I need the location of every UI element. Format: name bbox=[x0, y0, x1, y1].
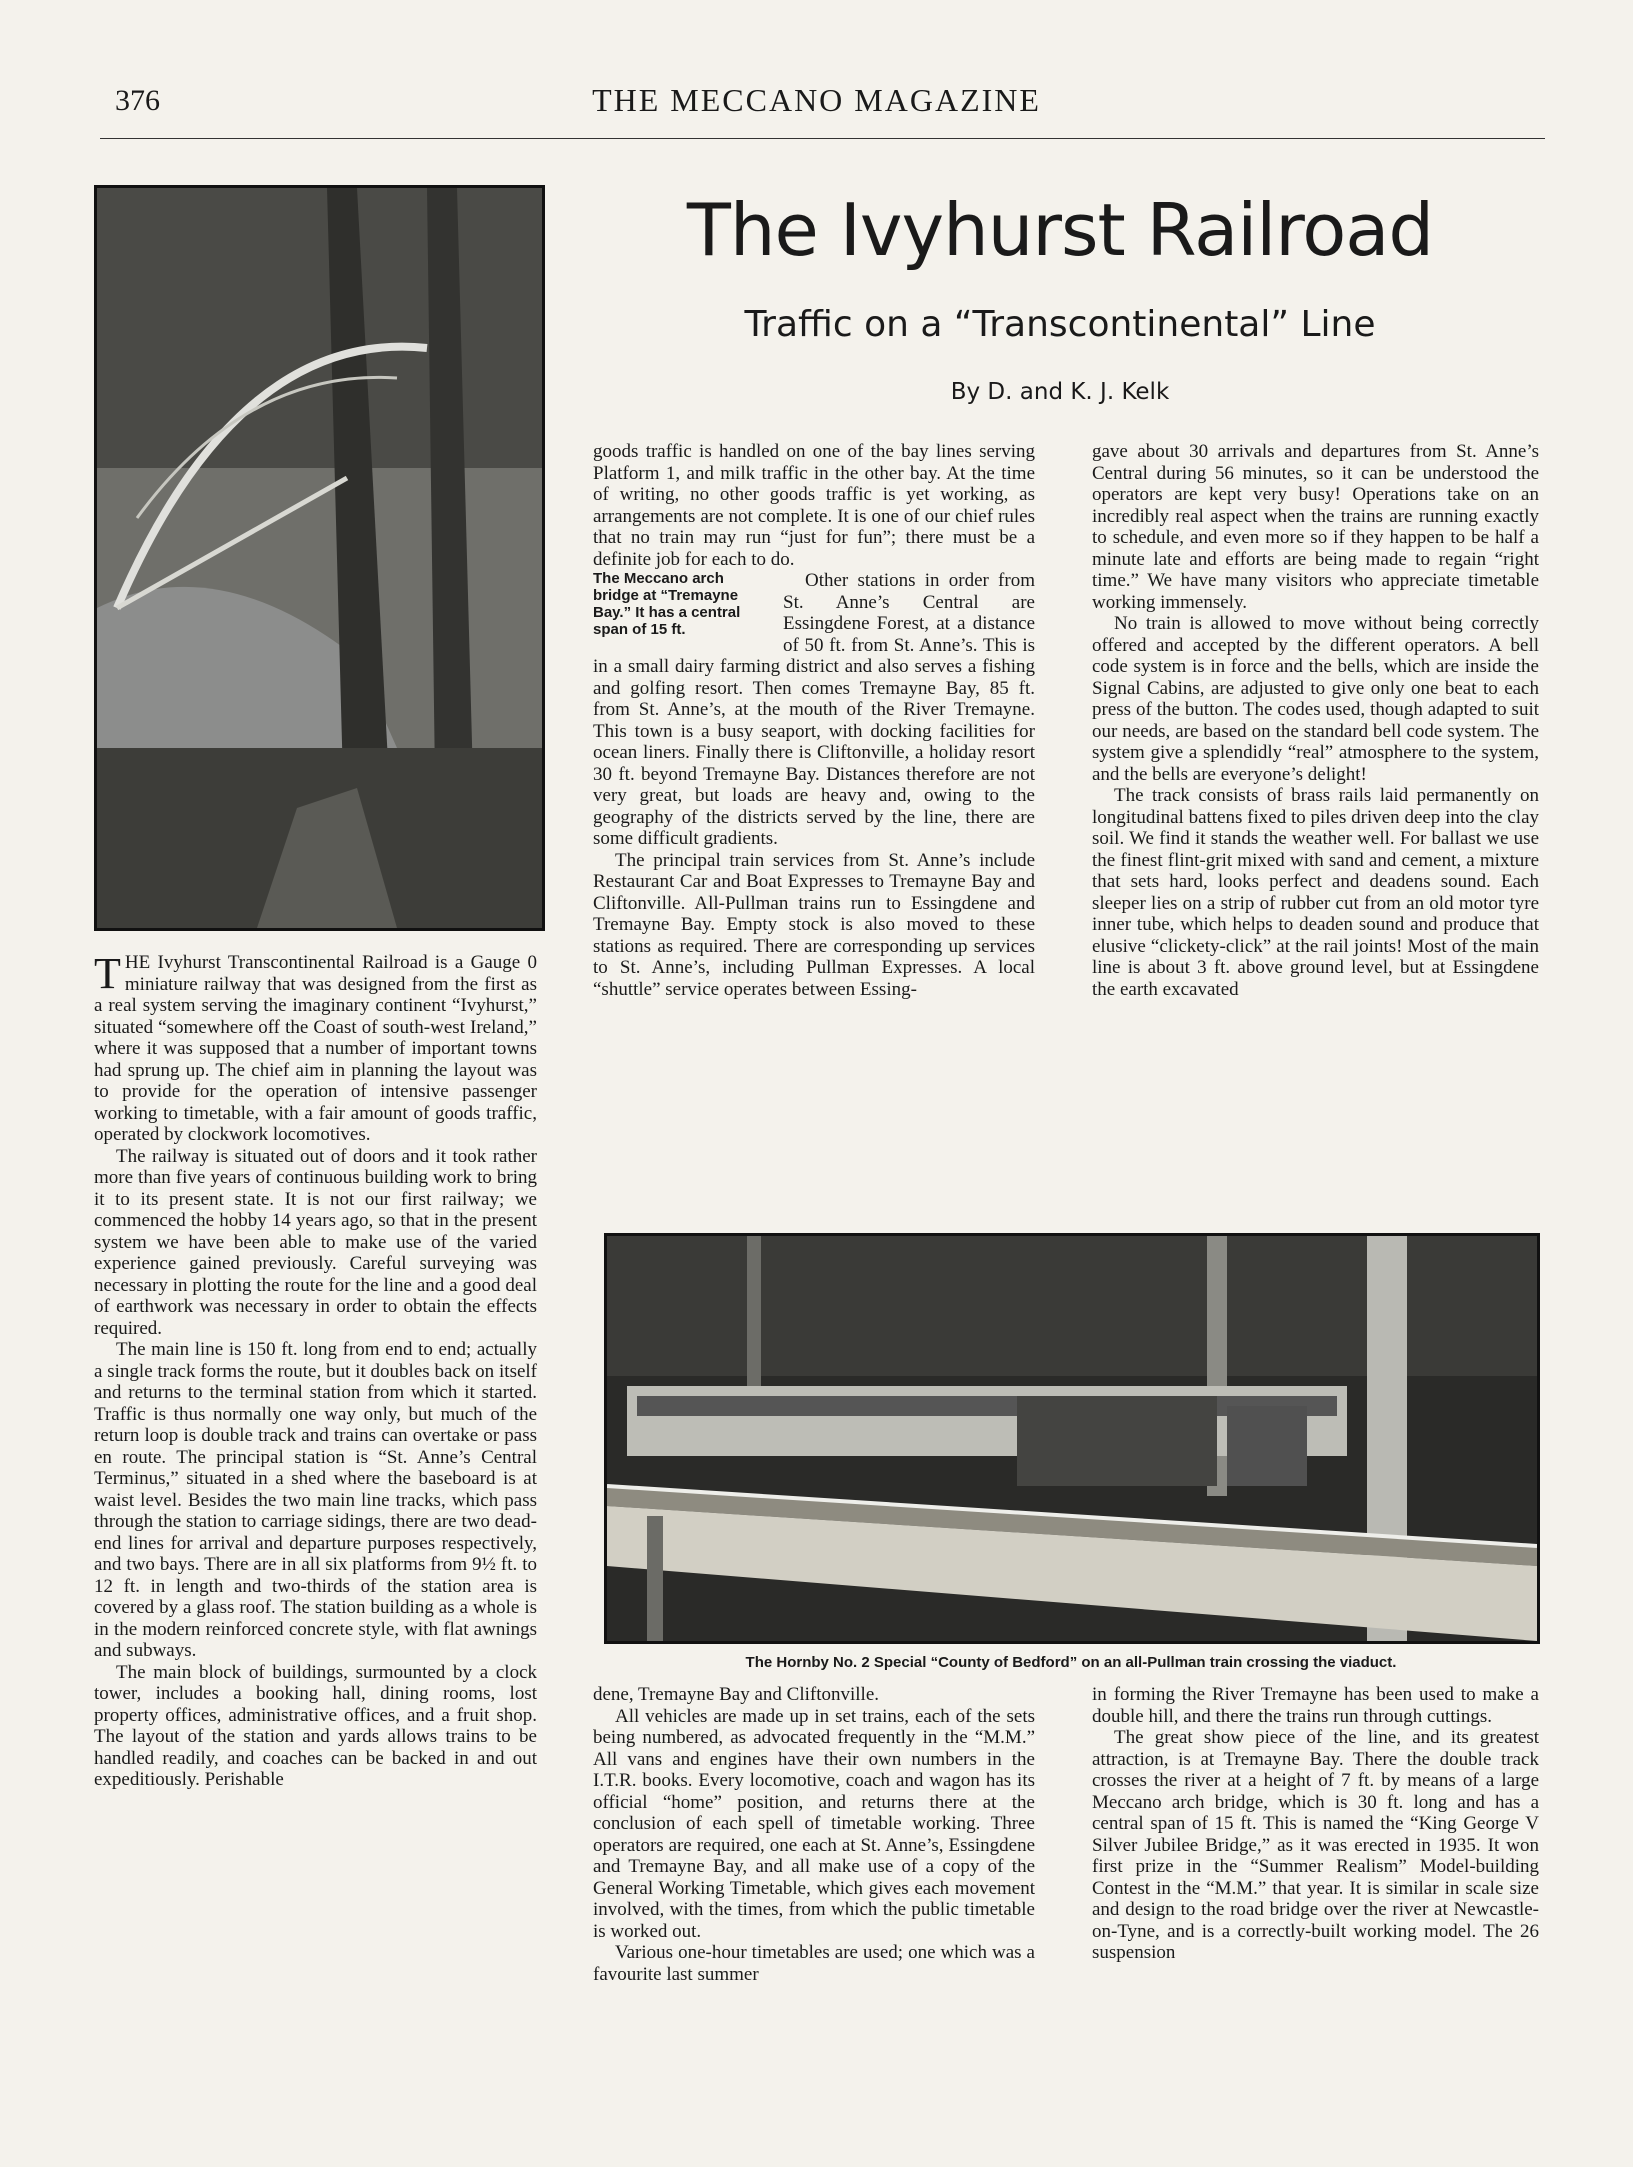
paragraph: All vehicles are made up in set trains, each of the sets being numbered, as advocated frequently in the “M.M.” All vans and engines have their own numbers in the I.T.R. books. Every locomotive, coach and wagon has its official “home” position, and returns there at the conclusion of each spell of timetable working. Three operators are required, one each at St. Anne’s, Essingdene and Tremayne Bay, and all make use of a copy of the General Working Timetable, which gives each movement involved, with the times, from which the public timetable is worked out. bbox=[593, 1705, 1035, 1942]
paragraph: THE Ivyhurst Transcontinental Railroad is a Gauge 0 miniature railway that was designed from the first as a real system serving the imaginary continent “Ivyhurst,” situated “somewhere off the Coast of south-west Ireland,” where it was supposed that a number of important towns had sprung up. The chief aim in planning the layout was to provide for the operation of intensive passenger working to timetable, with a fair amount of goods traffic, operated by clockwork locomotives. bbox=[94, 949, 537, 1145]
column-3-top bbox=[1092, 441, 1539, 1000]
column-3-bottom bbox=[1092, 1684, 1539, 1964]
paragraph: The principal train services from St. Anne’s include Restaurant Car and Boat Expresses to Tremayne Bay and Cliftonville. All-Pullman trains run to Essingdene and Tremayne Bay. Empty stock is also moved to these stations as required. There are corresponding up services to St. Anne’s, including Pullman Expresses. A local “shuttle” service operates between Essing- bbox=[593, 849, 1035, 1000]
bridge-photo-caption: The Meccano arch bridge at “Tremayne Bay.” It has a central span of 15 ft. bbox=[593, 570, 741, 638]
column-2-top bbox=[593, 441, 1035, 1000]
paragraph: Various one-hour timetables are used; one which was a favourite last summer bbox=[593, 1942, 1035, 1985]
paragraph: The Meccano arch bridge at “Tremayne Bay.” It has a central span of 15 ft. Other stations in order from St. Anne’s Central are Essingdene Forest, at a distance of 50 ft. from St. Anne’s. This is in a small dairy farming district and also serves a fishing and golfing resort. Then comes Tremayne Bay, 85 ft. from St. Anne’s, at the mouth of the River Tremayne. This town is a busy seaport, with docking facilities for ocean liners. Finally there is Cliftonville, a holiday resort 30 ft. beyond Tremayne Bay. Distances therefore are not very great, but loads are heavy and, owing to the geography of the districts served by the line, there are some difficult gradients. bbox=[593, 570, 1035, 849]
drop-cap: T bbox=[94, 949, 121, 998]
paragraph: The railway is situated out of doors and it took rather more than five years of continuous building work to bring it to its present state. It is not our first railway; we commenced the hobby 14 years ago, so that in the present system we have been able to make use of the varied experience gained previously. Careful surveying was necessary in plotting the route for the line and a good deal of earthwork was necessary in order to obtain the effects required. bbox=[94, 1145, 537, 1339]
paragraph: The main block of buildings, surmounted by a clock tower, includes a booking hall, dining rooms, lost property offices, administrative offices, and a fruit shop. The layout of the station and yards allows trains to be handled readily, and coaches can be backed in and out expeditiously. Perishable bbox=[94, 1661, 537, 1790]
article-byline: By D. and K. J. Kelk bbox=[950, 379, 1170, 405]
article-subtitle: Traffic on a “Transcontinental” Line bbox=[744, 304, 1376, 345]
column-1 bbox=[94, 949, 537, 1791]
article-title: The Ivyhurst Railroad bbox=[686, 188, 1434, 272]
bridge-photo bbox=[94, 185, 545, 931]
paragraph: The main line is 150 ft. long from end to end; actually a single track forms the route, but it doubles back on itself and returns to the terminal station from which it started. Traffic is thus normally one way only, but much of the return loop is double track and trains can overtake or pass en route. The principal station is “St. Anne’s Central Terminus,” situated in a shed where the baseboard is at waist level. Besides the two main line tracks, which pass through the station to carriage sidings, there are two dead-end lines for arrival and departure purposes respectively, and two bays. There are in all six platforms from 9½ ft. to 12 ft. in length and two-thirds of the station area is covered by a glass roof. The station building as a whole is in the modern reinforced concrete style, with flat awnings and subways. bbox=[94, 1339, 537, 1661]
paragraph: goods traffic is handled on one of the bay lines serving Platform 1, and milk traffic in the other bay. At the time of writing, no other goods traffic is yet working, as arrangements are not complete. It is one of our chief rules that no train may run “just for fun”; there must be a definite job for each to do. bbox=[593, 441, 1035, 570]
viaduct-photo-caption: The Hornby No. 2 Special “County of Bedford” on an all-Pullman train crossing the viaduct. bbox=[745, 1654, 1397, 1671]
header-rule bbox=[100, 138, 1545, 139]
paragraph: dene, Tremayne Bay and Cliftonville. bbox=[593, 1684, 880, 1705]
paragraph: The great show piece of the line, and its greatest attraction, is at Tremayne Bay. There the double track crosses the river at a height of 7 ft. by means of a large Meccano arch bridge, which is 30 ft. long and has a central span of 15 ft. This is named the “King George V Silver Jubilee Bridge,” as it was erected in 1935. It won first prize in the “Summer Realism” Model-building Contest in the “M.M.” that year. It is similar in scale size and design to the road bridge over the river at Newcastle-on-Tyne, and is a correctly-built working model. The 26 suspension bbox=[1092, 1727, 1539, 1963]
column-2-bottom bbox=[593, 1684, 1035, 1985]
paragraph: No train is allowed to move without being correctly offered and accepted by the different operators. A bell code system is in force and the bells, which are inside the Signal Cabins, are adjusted to give only one beat to each press of the button. The codes used, though adapted to suit our needs, are based on the standard bell code system. The system give a splendidly “real” atmosphere to the system, and the bells are everyone’s delight! bbox=[1092, 613, 1539, 785]
paragraph: in forming the River Tremayne has been used to make a double hill, and there the trains run through cuttings. bbox=[1092, 1684, 1539, 1727]
paragraph: The track consists of brass rails laid permanently on longitudinal battens fixed to piles driven deep into the clay soil. We find it stands the weather well. For ballast we use the finest flint-grit mixed with sand and cement, a mixture that sets hard, looks perfect and deadens sound. Each sleeper lies on a strip of rubber cut from an old motor tyre inner tube, which helps to deaden sound and produce that elusive “clickety-click” at the rail joints! Most of the main line is about 3 ft. above ground level, but at Essingdene the earth excavated bbox=[1092, 785, 1539, 1000]
running-head: THE MECCANO MAGAZINE bbox=[592, 82, 1041, 118]
page-number: 376 bbox=[115, 84, 160, 117]
paragraph: gave about 30 arrivals and departures from St. Anne’s Central during 56 minutes, so it can be understood the operators are kept very busy! Operations take on an incredibly real aspect when the trains are running exactly to schedule, and even more so if they happen to be half a minute late and efforts are being made to regain “right time.” We have many visitors who appreciate timetable working immensely. bbox=[1092, 441, 1539, 613]
viaduct-photo bbox=[604, 1233, 1540, 1644]
